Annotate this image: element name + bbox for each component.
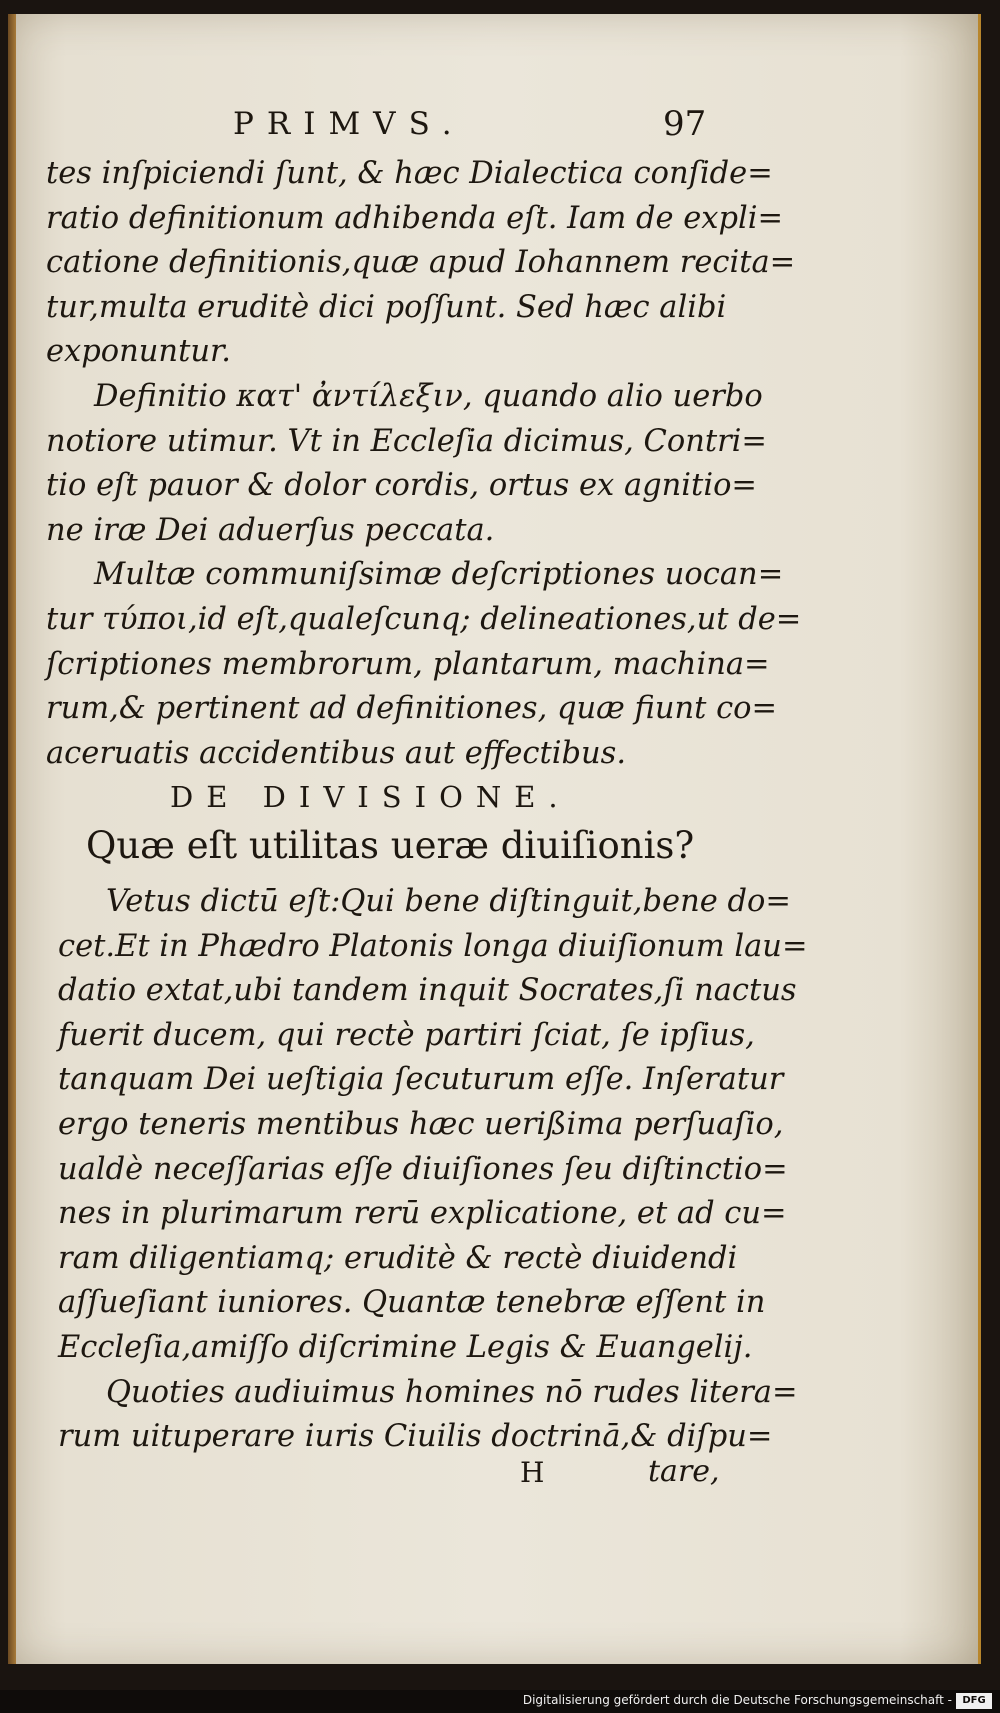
text-line: datio extat,ubi tandem inquit Socrates,ſi nactus (58, 973, 797, 1009)
text-line: cet.Et in Phædro Platonis longa diuiſionum lau= (58, 928, 808, 964)
credit-bar (0, 1690, 1000, 1713)
text-line: exponuntur. (46, 334, 231, 370)
text-line: fuerit ducem, qui rectè partiri ſciat, ſe ipſius, (58, 1017, 755, 1053)
running-title: PRIMVS. (233, 106, 465, 142)
text-line: ſcriptiones membrorum, plantarum, machina= (46, 646, 770, 682)
text-line: ergo teneris mentibus hæc uerißima perſuaſio, (58, 1106, 784, 1142)
text-line: tio eſt pauor & dolor cordis, ortus ex agnitio= (46, 468, 757, 504)
text-line: aceruatis accidentibus aut effectibus. (46, 735, 627, 771)
text-line: ram diligentiamq; eruditè & rectè diuidendi (58, 1240, 738, 1276)
digitization-credit: Digitalisierung gefördert durch die Deutsche Forschungsgemeinschaft - (522, 1693, 952, 1707)
text-line: tanquam Dei ueſtigia ſecuturum eſſe. Inſeratur (58, 1062, 784, 1098)
page-number: 97 (663, 104, 707, 144)
text-line: tur τύποι,id eſt,qualeſcunq; delineationes,ut de= (46, 601, 802, 637)
text-line: Eccleſia,amiſſo diſcrimine Legis & Euangelij. (58, 1329, 753, 1365)
text-line: notiore utimur. Vt in Eccleſia dicimus, Contri= (46, 423, 767, 459)
text-line: nes in plurimarum rerū explicatione, et ad cu= (58, 1196, 787, 1232)
text-line: aſſueſiant iuniores. Quantæ tenebræ eſſent in (58, 1285, 766, 1321)
text-line: Definitio κατ' ἀντίλεξιν, quando alio uerbo (94, 378, 763, 414)
page-binding-edge (8, 14, 16, 1664)
text-line: Multæ communiſsimæ deſcriptiones uocan= (94, 557, 784, 593)
running-head (8, 106, 978, 156)
text-block-2 (58, 880, 808, 1460)
catchword: tare, (648, 1454, 720, 1489)
text-line: Vetus dictū eſt:Qui bene diſtinguit,bene do= (106, 884, 791, 919)
text-line: rum,& pertinent ad definitiones, quæ fiunt co= (46, 691, 778, 727)
text-line: Quoties audiuimus homines nō rudes litera= (106, 1374, 798, 1410)
text-line: ne iræ Dei aduerſus peccata. (46, 512, 495, 548)
signature-mark: H (520, 1456, 545, 1489)
text-line: tur,multa eruditè dici poſſunt. Sed hæc alibi (46, 289, 727, 325)
text-line: tes inſpiciendi ſunt, & hæc Dialectica conſide= (46, 156, 773, 191)
question-heading: Quæ eſt utilitas ueræ diuiſionis? (86, 824, 695, 867)
section-heading: DE DIVISIONE. (170, 780, 571, 814)
text-line: catione definitionis,quæ apud Iohannem recita= (46, 245, 796, 281)
book-page (8, 14, 981, 1664)
text-block-1 (46, 152, 802, 776)
text-line: ratio definitionum adhibenda eſt. Iam de expli= (46, 200, 784, 236)
dfg-logo: DFG (956, 1693, 992, 1709)
text-line: rum uituperare iuris Ciuilis doctrinā,& diſpu= (58, 1419, 773, 1455)
text-line: ualdè neceſſarias eſſe diuiſiones ſeu diſtinctio= (58, 1151, 788, 1187)
